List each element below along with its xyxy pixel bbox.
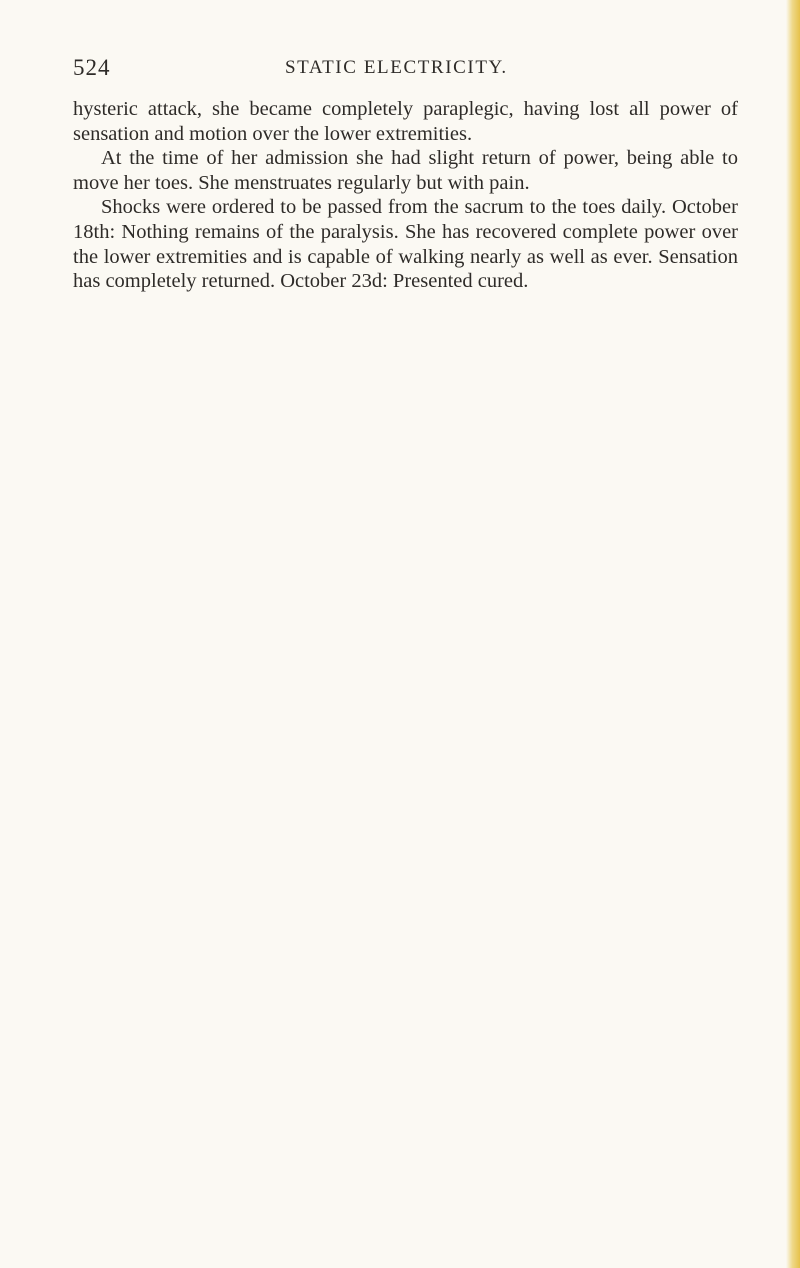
page-edge-tint [786, 0, 800, 1268]
paragraph-admission: At the time of her admission she had slight return of power, being able to move her toes. She menstruates regularly but with pain. [73, 147, 738, 194]
running-head [73, 55, 738, 85]
paragraph-continuation: hysteric attack, she became completely paraplegic, having lost all power of sensation and motion over the lower extremities. [73, 98, 738, 145]
running-title: STATIC ELECTRICITY. [285, 57, 508, 78]
paragraph-treatment: Shocks were ordered to be passed from the sacrum to the toes daily. October 18th: Nothing remains of the paralysis. She has recovered complete power over the lower extremities and is capable of walking nearly as well as ever. Sensation has completely returned. October 23d: Presented cured. [73, 196, 738, 293]
body-text [73, 97, 738, 294]
page-number: 524 [73, 55, 111, 80]
